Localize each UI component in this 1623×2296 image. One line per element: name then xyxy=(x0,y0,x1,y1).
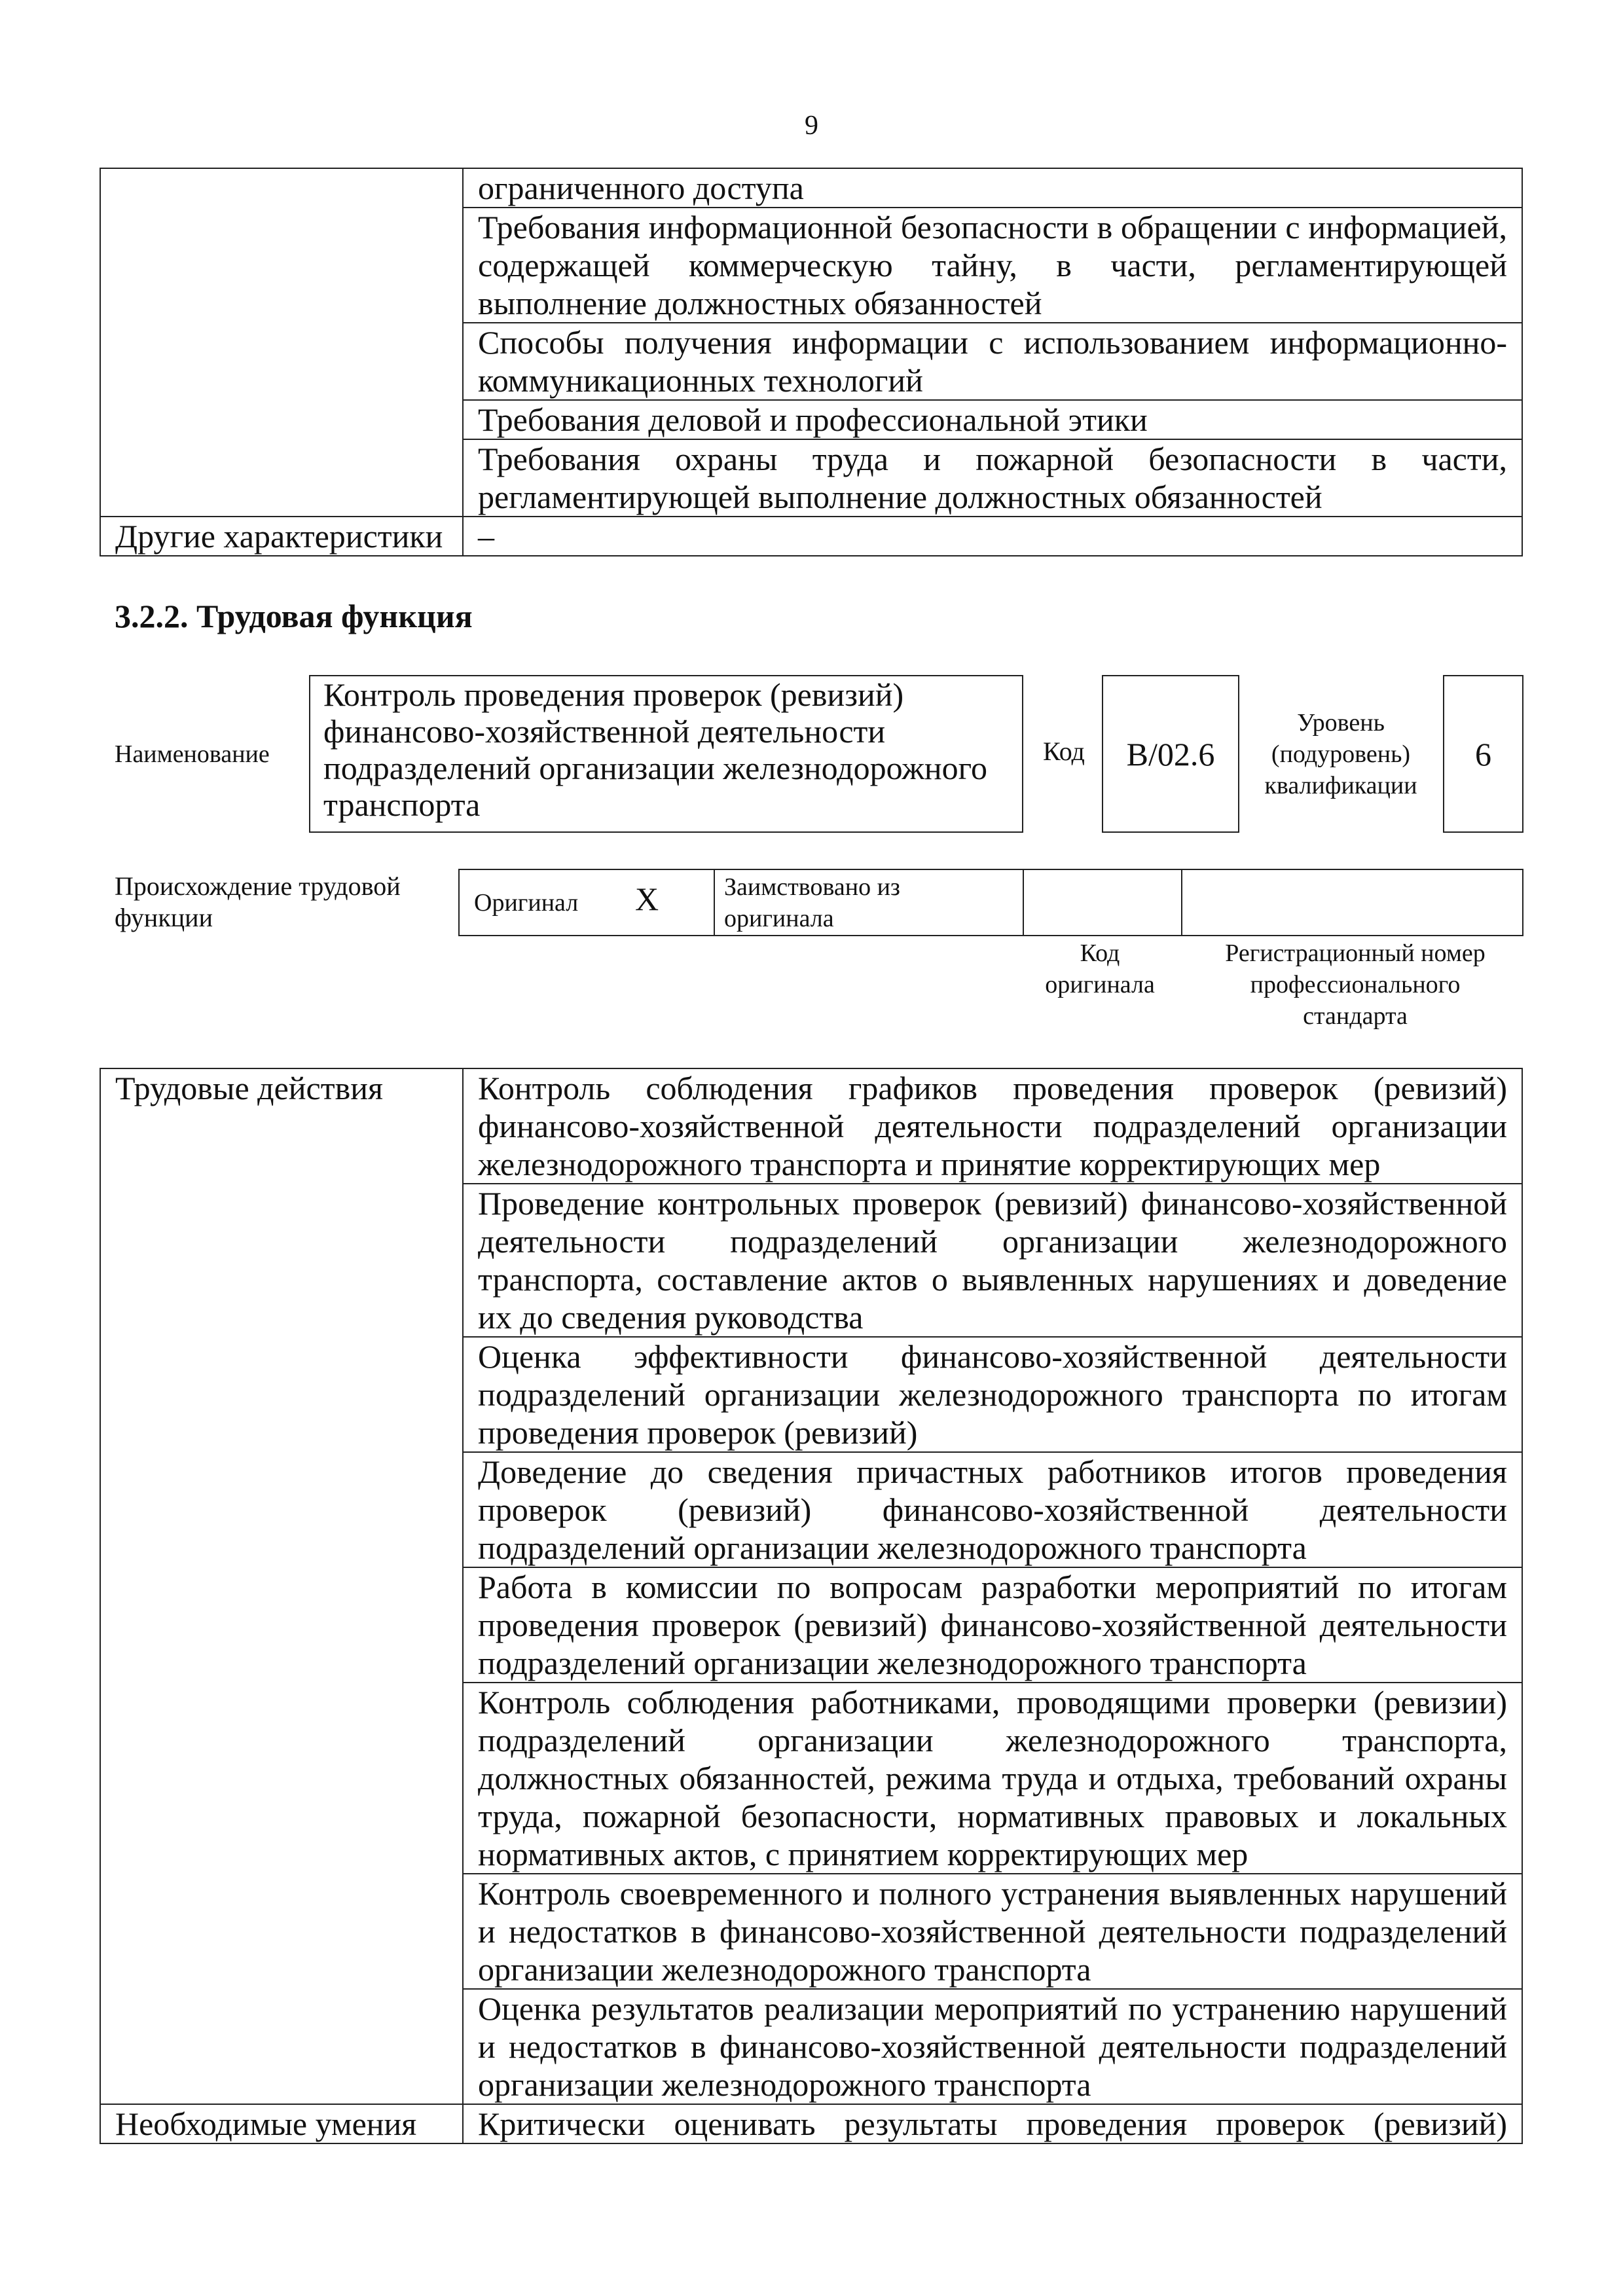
knowledge-item: Требования информационной безопасности в обращении с информацией, содержащей коммерческую тайну, в части, регламентирующей выполнение должностных обязанностей xyxy=(463,208,1522,323)
skill-item: Критически оценивать результаты проведения проверок (ревизий) xyxy=(463,2104,1522,2143)
knowledge-item: ограниченного доступа xyxy=(463,168,1522,208)
name-label: Наименование xyxy=(115,740,270,768)
knowledge-item: Способы получения информации с использованием информационно-коммуникационных технологий xyxy=(463,323,1522,400)
code-original-caption xyxy=(1021,938,1178,1000)
original-label: Оригинал xyxy=(474,889,579,917)
labor-action: Работа в комиссии по вопросам разработки мероприятий по итогам проведения проверок (ревизий) финансово-хозяйственной деятельности подразделений организации железнодорожного транспорта xyxy=(463,1567,1522,1683)
table-row xyxy=(100,168,1522,208)
level-label-line: Уровень xyxy=(1297,709,1385,737)
code-label: Код xyxy=(1043,737,1085,766)
original-mark: X xyxy=(635,881,659,917)
other-characteristics-label: Другие характеристики xyxy=(100,517,463,556)
level-label xyxy=(1256,707,1426,801)
section-title: 3.2.2. Трудовая функция xyxy=(115,598,473,634)
borrowed-label-line: оригинала xyxy=(724,905,834,932)
level-value: 6 xyxy=(1475,735,1491,773)
labor-action: Контроль соблюдения работниками, проводящими проверки (ревизии) подразделений организации железнодорожного транспорта, должностных обязанностей, режима труда и отдыха, требований охраны труда, пожарной безопасности, нормативных правовых и локальных нормативных актов, с принятием корректирующих мер xyxy=(463,1683,1522,1874)
function-name: Контроль проведения проверок (ревизий) финансово-хозяйственной деятельности подразделений организации железнодорожного транспорта xyxy=(323,676,987,823)
origin-row xyxy=(458,869,1523,936)
labor-actions-table xyxy=(100,1068,1523,2144)
origin-label-line: Происхождение трудовой xyxy=(115,871,401,901)
other-characteristics-value: – xyxy=(463,517,1522,556)
level-label-line: (подуровень) xyxy=(1271,740,1411,768)
reg-number-caption xyxy=(1185,938,1525,1032)
level-label-line: квалификации xyxy=(1264,772,1417,799)
labor-action: Оценка результатов реализации мероприятий по устранению нарушений и недостатков в финансово-хозяйственной деятельности подразделений организации железнодорожного транспорта xyxy=(463,1989,1522,2104)
origin-label-line: функции xyxy=(115,903,213,932)
labor-action: Оценка эффективности финансово-хозяйственной деятельности подразделений организации железнодорожного транспорта по итогам проведения проверок (ревизий) xyxy=(463,1337,1522,1452)
reg-number-caption-line: стандарта xyxy=(1303,1002,1408,1030)
code-original-caption-line: оригинала xyxy=(1045,971,1155,998)
labor-action: Контроль соблюдения графиков проведения проверок (ревизий) финансово-хозяйственной деятельности подразделений организации железнодорожного транспорта и принятие корректирующих мер xyxy=(463,1068,1522,1184)
borrowed-label-line: Заимствовано из xyxy=(724,873,900,901)
page-number: 9 xyxy=(805,111,818,141)
row-label-empty xyxy=(100,168,463,517)
labor-actions-label: Трудовые действия xyxy=(100,1068,463,2104)
knowledge-item: Требования охраны труда и пожарной безопасности в части, регламентирующей выполнение должностных обязанностей xyxy=(463,439,1522,517)
level-box xyxy=(1443,675,1523,833)
origin-label xyxy=(115,871,401,934)
table-row xyxy=(100,1068,1522,1184)
table-row xyxy=(100,517,1522,556)
borrowed-label xyxy=(724,871,900,934)
table-row xyxy=(100,2104,1522,2143)
reg-number-caption-line: Регистрационный номер xyxy=(1225,939,1486,967)
function-code: B/02.6 xyxy=(1126,735,1215,773)
reg-number-caption-line: профессионального xyxy=(1250,971,1461,998)
skills-label: Необходимые умения xyxy=(100,2104,463,2143)
labor-action: Проведение контрольных проверок (ревизий) финансово-хозяйственной деятельности подразделений организации железнодорожного транспорта, составление актов о выявленных нарушениях и доведение их до сведения руководства xyxy=(463,1184,1522,1337)
labor-action: Контроль своевременного и полного устранения выявленных нарушений и недостатков в финансово-хозяйственной деятельности подразделений организации железнодорожного транспорта xyxy=(463,1874,1522,1989)
code-original-caption-line: Код xyxy=(1080,939,1120,967)
labor-action: Доведение до сведения причастных работников итогов проведения проверок (ревизий) финансово-хозяйственной деятельности подразделений организации железнодорожного транспорта xyxy=(463,1452,1522,1567)
knowledge-item: Требования деловой и профессиональной этики xyxy=(463,400,1522,439)
function-name-box xyxy=(309,675,1023,833)
knowledge-table-continuation xyxy=(100,168,1523,556)
code-box xyxy=(1102,675,1239,833)
